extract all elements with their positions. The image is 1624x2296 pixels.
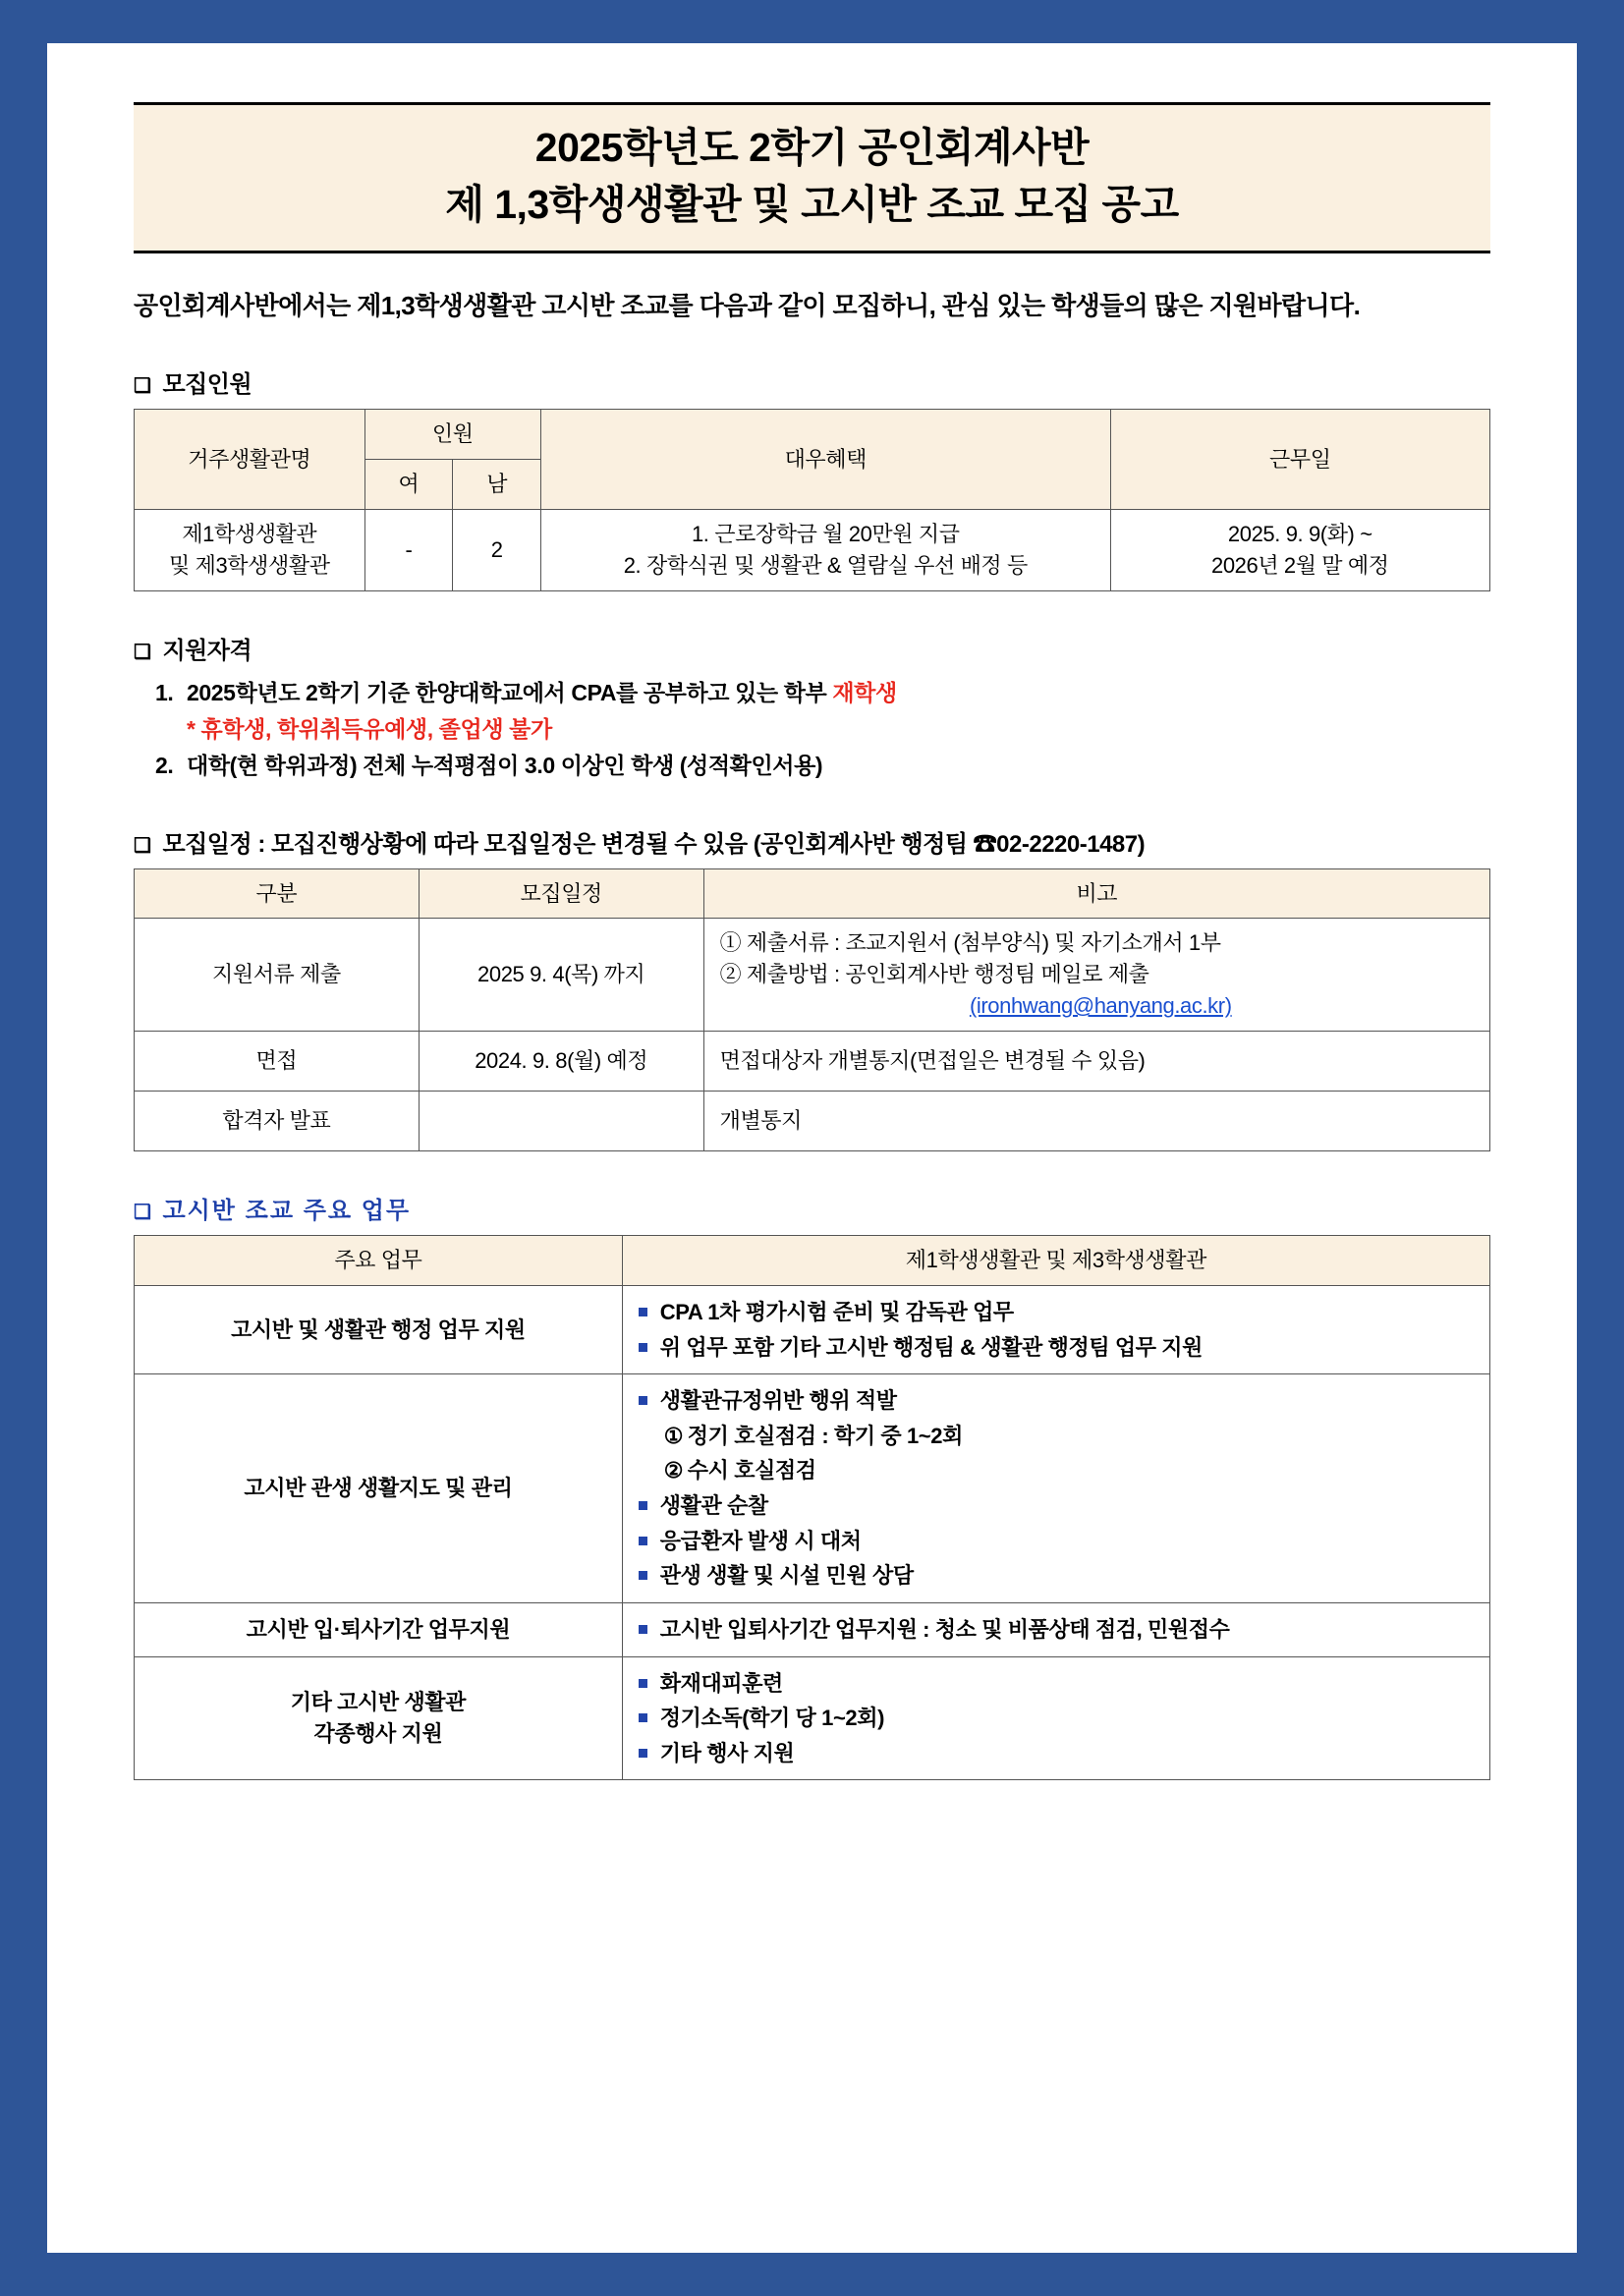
table-row xyxy=(135,1602,1490,1656)
square-bullet-icon xyxy=(639,1537,647,1545)
th-dorm-name: 거주생활관명 xyxy=(135,410,365,510)
table-row xyxy=(135,510,1490,591)
th-category: 구분 xyxy=(135,868,420,919)
item-text: 2025학년도 2학기 기준 한양대학교에서 CPA를 공부하고 있는 학부 xyxy=(187,680,833,705)
table-row xyxy=(135,1092,1490,1151)
title-line-2: 제 1,3학생생활관 및 고시반 조교 모집 공고 xyxy=(445,182,1179,228)
circled-number-icon: ① xyxy=(663,1423,684,1448)
list-item xyxy=(631,1558,1482,1594)
cell-female-count: - xyxy=(364,510,453,591)
section-label: 고시반 조교 주요 업무 xyxy=(162,1198,412,1225)
circled-number-icon: ② xyxy=(663,1458,684,1484)
square-bullet-icon xyxy=(639,1343,647,1352)
th-benefit: 대우혜택 xyxy=(540,410,1110,510)
th-female: 여 xyxy=(364,460,453,510)
intro-paragraph: 공인회계사반에서는 제1,3학생생활관 고시반 조교를 다음과 같이 모집하니, 관심 있는 학생들의 많은 지원바랍니다. xyxy=(134,291,1361,321)
remark-line-1: ① 제출서류 : 조교지원서 (첨부양식) 및 자기소개서 1부 xyxy=(719,930,1221,956)
cell-detail xyxy=(622,1602,1489,1656)
detail-list xyxy=(631,1383,1482,1594)
list-item xyxy=(631,1666,1482,1702)
cell-category: 면접 xyxy=(135,1032,420,1092)
th-male: 남 xyxy=(453,460,541,510)
section-label: 모집일정 : 모집진행상황에 따라 모집일정은 변경될 수 있음 (공인회계사반 행정팀 ☎02-2220-1487) xyxy=(162,830,1146,858)
list-item-label: 수시 호실점검 xyxy=(687,1458,816,1484)
item-text-highlight: 재학생 xyxy=(832,680,897,705)
list-item xyxy=(631,1736,1482,1771)
th-date: 모집일정 xyxy=(419,868,703,919)
square-bullet-icon xyxy=(639,1713,647,1722)
list-item-label: 생활관규정위반 행위 적발 xyxy=(659,1388,897,1414)
list-item xyxy=(631,1330,1482,1366)
detail-list xyxy=(631,1612,1482,1648)
section-heading-qualification xyxy=(134,631,1490,665)
list-item-label: 관생 생활 및 시설 민원 상담 xyxy=(659,1563,914,1589)
th-remark: 비고 xyxy=(703,868,1489,919)
table-header-row xyxy=(135,1236,1490,1286)
list-item xyxy=(631,1453,1482,1488)
cell-remark: 개별통지 xyxy=(703,1092,1489,1151)
table-duties xyxy=(134,1235,1490,1780)
list-item-label: 고시반 입퇴사기간 업무지원 : 청소 및 비품상태 점검, 민원접수 xyxy=(659,1616,1230,1642)
workdays-line-1: 2025. 9. 9(화) ~ xyxy=(1227,522,1372,547)
square-bullet-icon xyxy=(639,1679,647,1688)
section-label: 모집인원 xyxy=(162,371,252,399)
list-item-label: 생활관 순찰 xyxy=(659,1493,768,1519)
remark-line-2: ② 제출방법 : 공인회계사반 행정팀 메일로 제출 xyxy=(719,962,1149,987)
cell-task xyxy=(135,1656,623,1780)
list-item xyxy=(134,675,1490,711)
section-heading-recruit-count xyxy=(134,364,1490,399)
qualification-list-2 xyxy=(134,748,1490,784)
checkbox-square-icon: ❑ xyxy=(134,1202,151,1224)
cell-detail xyxy=(622,1285,1489,1373)
benefit-line-1: 1. 근로장학금 월 20만원 지급 xyxy=(691,522,960,547)
qualification-list xyxy=(134,675,1490,711)
cell-workdays xyxy=(1110,510,1489,591)
section-label: 지원자격 xyxy=(162,638,252,664)
cell-detail xyxy=(622,1374,1489,1603)
square-bullet-icon xyxy=(639,1396,647,1405)
section-heading-duties xyxy=(134,1191,1490,1225)
cell-male-count: 2 xyxy=(453,510,541,591)
title-line-1: 2025학년도 2학기 공인회계사반 xyxy=(534,125,1090,170)
list-item xyxy=(631,1419,1482,1454)
list-item xyxy=(631,1524,1482,1559)
cell-task: 고시반 및 생활관 행정 업무 지원 xyxy=(135,1285,623,1373)
list-item xyxy=(631,1295,1482,1330)
table-row xyxy=(135,1032,1490,1092)
task-line-1: 기타 고시반 생활관 xyxy=(290,1690,467,1715)
list-item-label: 화재대피훈련 xyxy=(659,1670,783,1696)
dorm-line-1: 제1학생생활관 xyxy=(182,522,317,547)
cell-category: 합격자 발표 xyxy=(135,1092,420,1151)
list-item-label: CPA 1차 평가시험 준비 및 감독관 업무 xyxy=(659,1299,1014,1324)
checkbox-square-icon: ❑ xyxy=(134,642,151,663)
square-bullet-icon xyxy=(639,1749,647,1758)
item-number: 1. xyxy=(155,680,174,705)
document-page xyxy=(47,43,1577,2253)
table-schedule xyxy=(134,868,1490,1152)
cell-task: 고시반 입·퇴사기간 업무지원 xyxy=(135,1602,623,1656)
table-row xyxy=(135,1285,1490,1373)
square-bullet-icon xyxy=(639,1571,647,1580)
cell-dorm-name xyxy=(135,510,365,591)
qualification-note: * 휴학생, 학위취득유예생, 졸업생 불가 xyxy=(187,716,552,743)
cell-task: 고시반 관생 생활지도 및 관리 xyxy=(135,1374,623,1603)
cell-remark: 면접대상자 개별통지(면접일은 변경될 수 있음) xyxy=(703,1032,1489,1092)
benefit-line-2: 2. 장학식권 및 생활관 & 열람실 우선 배정 등 xyxy=(623,553,1028,579)
email-link[interactable]: (ironhwang@hanyang.ac.kr) xyxy=(969,993,1232,1019)
th-count: 인원 xyxy=(364,410,540,460)
th-detail: 제1학생생활관 및 제3학생생활관 xyxy=(622,1236,1489,1286)
th-workdays: 근무일 xyxy=(1110,410,1489,510)
square-bullet-icon xyxy=(639,1308,647,1316)
table-recruit-count xyxy=(134,409,1490,591)
cell-date: 2024. 9. 8(월) 예정 xyxy=(419,1032,703,1092)
list-item xyxy=(631,1701,1482,1736)
task-line-2: 각종행사 지원 xyxy=(313,1721,443,1747)
page-title xyxy=(134,102,1490,253)
list-item xyxy=(631,1612,1482,1648)
list-item-label: 정기 호실점검 : 학기 중 1~2회 xyxy=(687,1423,963,1448)
table-row xyxy=(135,1374,1490,1603)
list-item xyxy=(134,748,1490,784)
list-item xyxy=(631,1488,1482,1524)
list-item-label: 기타 행사 지원 xyxy=(659,1740,795,1765)
table-header-row xyxy=(135,410,1490,460)
square-bullet-icon xyxy=(639,1625,647,1634)
section-heading-schedule xyxy=(134,824,1490,859)
table-row xyxy=(135,1656,1490,1780)
cell-category: 지원서류 제출 xyxy=(135,919,420,1032)
cell-date: 2025 9. 4(목) 까지 xyxy=(419,919,703,1032)
table-header-row xyxy=(135,868,1490,919)
cell-date xyxy=(419,1092,703,1151)
cell-remark xyxy=(703,919,1489,1032)
cell-benefit xyxy=(540,510,1110,591)
checkbox-square-icon: ❑ xyxy=(134,834,151,857)
checkbox-square-icon: ❑ xyxy=(134,375,151,398)
list-item xyxy=(631,1383,1482,1419)
item-text: 대학(현 학위과정) 전체 누적평점이 3.0 이상인 학생 (성적확인서용) xyxy=(187,753,823,779)
dorm-line-2: 및 제3학생생활관 xyxy=(169,553,330,579)
list-item-label: 응급환자 발생 시 대처 xyxy=(659,1528,862,1553)
detail-list xyxy=(631,1666,1482,1771)
item-number: 2. xyxy=(155,753,174,779)
workdays-line-2: 2026년 2월 말 예정 xyxy=(1211,553,1389,579)
th-task: 주요 업무 xyxy=(135,1236,623,1286)
list-item-label: 위 업무 포함 기타 고시반 행정팀 & 생활관 행정팀 업무 지원 xyxy=(659,1334,1204,1360)
detail-list xyxy=(631,1295,1482,1365)
square-bullet-icon xyxy=(639,1501,647,1510)
cell-detail xyxy=(622,1656,1489,1780)
table-row xyxy=(135,919,1490,1032)
list-item-label: 정기소독(학기 당 1~2회) xyxy=(659,1706,885,1731)
